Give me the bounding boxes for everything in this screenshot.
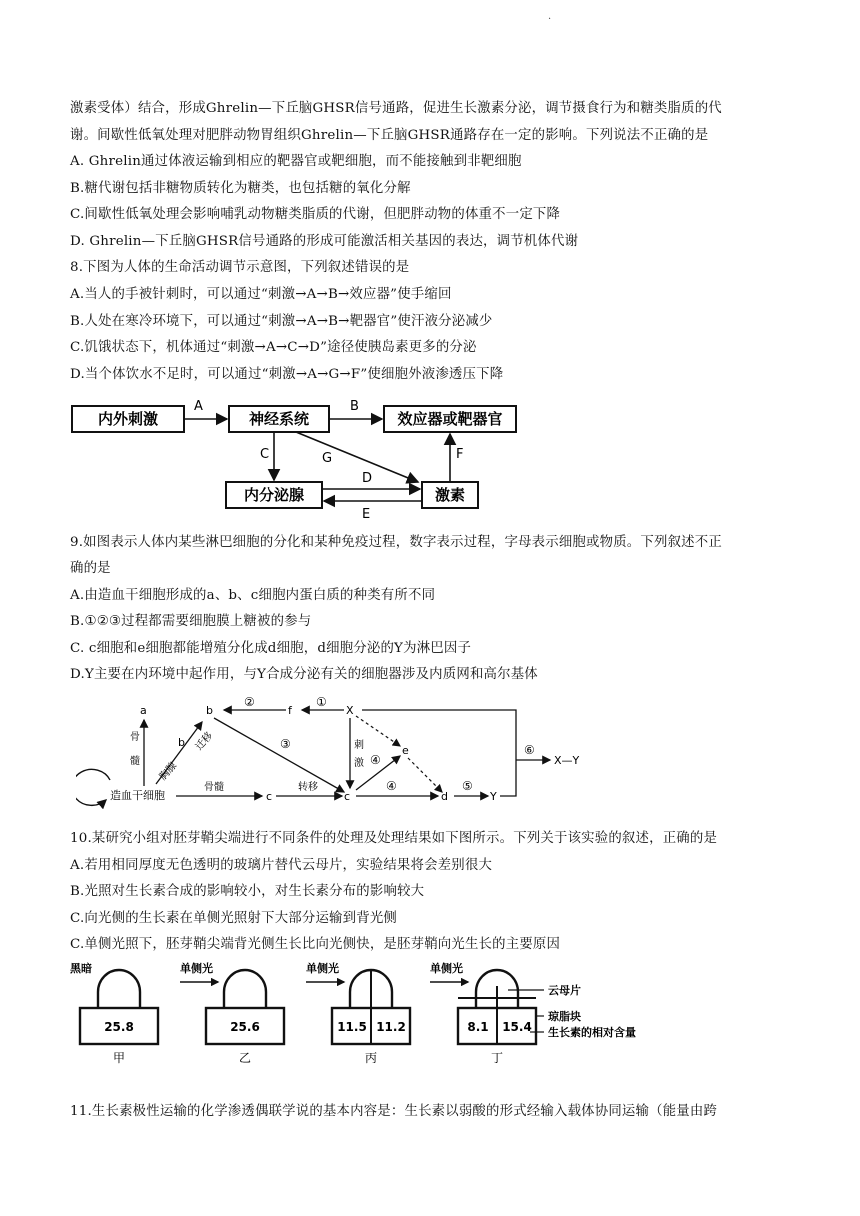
cell-y: Y <box>490 790 497 803</box>
coleoptile-yi <box>224 970 266 1008</box>
result-label: X—Y <box>554 754 580 767</box>
arrow-e-d <box>408 758 442 792</box>
option-c: C.间歇性低氧处理会影响哺乳动物糖类脂质的代谢，但肥胖动物的体重不一定下降 <box>70 207 561 222</box>
question-stem-cont: 确的是 <box>70 561 111 576</box>
content-label: 生长素的相对含量 <box>548 1026 636 1039</box>
arrow-g-label: G <box>322 451 333 466</box>
option-c2: C.单侧光照下，胚芽鞘尖端背光侧生长比向光侧快，是胚芽鞘向光生长的主要原因 <box>70 937 561 952</box>
value-bing-right: 11.2 <box>376 1020 406 1034</box>
light-label-3: 单侧光 <box>430 962 463 975</box>
label-ding: 丁 <box>490 1051 504 1065</box>
arrow-f-label: F <box>456 447 464 462</box>
cell-b: b <box>206 704 213 717</box>
box-effector-label: 效应器或靶器官 <box>397 410 503 428</box>
cell-c-left: c <box>266 790 273 803</box>
question-stem: 8.下图为人体的生命活动调节示意图，下列叙述错误的是 <box>70 260 410 275</box>
cell-d: d <box>441 790 448 803</box>
coleoptile-jia <box>98 970 140 1008</box>
arrow-b-label: B <box>350 399 359 414</box>
option-b: B.糖代谢包括非糖物质转化为糖类，也包括糖的氧化分解 <box>70 181 411 196</box>
value-yi: 25.6 <box>230 1020 260 1034</box>
label-3: ③ <box>280 737 291 751</box>
label-5: ⑤ <box>462 779 473 793</box>
option-c: C. c细胞和e细胞都能增殖分化成d细胞，d细胞分泌的Y为淋巴因子 <box>70 641 472 656</box>
option-a: A.若用相同厚度无色透明的玻璃片替代云母片，实验结果将会差别很大 <box>70 858 493 873</box>
value-jia: 25.8 <box>104 1020 134 1034</box>
option-d: D. Ghrelin—下丘脑GHSR信号通路的形成可能激活相关基因的表达，调节机体代谢 <box>70 234 579 249</box>
coleoptile-diagram <box>68 958 708 1068</box>
marrow-label-v2: 髓 <box>130 756 140 767</box>
regulation-diagram <box>66 390 536 520</box>
thymus-label: 胸腺 <box>157 760 180 783</box>
agar-label: 琼脂块 <box>548 1010 581 1023</box>
label-2: ② <box>244 695 255 709</box>
cell-b-small: b <box>178 736 185 749</box>
cell-c: c <box>344 790 351 803</box>
question-stem: 10.某研究小组对胚芽鞘尖端进行不同条件的处理及处理结果如下图所示。下列关于该实验的叙述，正确的是 <box>70 831 718 846</box>
cell-a: a <box>140 704 147 717</box>
arrow-c-label: C <box>260 447 270 462</box>
dark-label: 黑暗 <box>70 962 92 975</box>
option-d: D.当个体饮水不足时，可以通过“刺激→A→G→F”使细胞外液渗透压下降 <box>70 367 504 382</box>
stim-label-1: 刺 <box>354 740 364 751</box>
cell-f: f <box>288 704 292 717</box>
text-line: 激素受体）结合，形成Ghrelin—下丘脑GHSR信号通路，促进生长激素分泌，调节摄食行为和糖类脂质的代 <box>70 101 722 116</box>
light-label-1: 单侧光 <box>180 962 213 975</box>
option-d: D.Y主要在内环境中起作用，与Y合成分泌有关的细胞器涉及内质网和高尔基体 <box>70 667 538 682</box>
self-renew-arrow <box>76 769 110 805</box>
label-4a: ④ <box>370 753 381 767</box>
light-label-2: 单侧光 <box>306 962 339 975</box>
option-a: A.当人的手被针刺时，可以通过“刺激→A→B→效应器”使手缩回 <box>70 287 452 302</box>
label-6: ⑥ <box>524 743 535 757</box>
box-hormone-label: 激素 <box>434 486 466 504</box>
option-c: C.向光侧的生长素在单侧光照射下大部分运输到背光侧 <box>70 911 398 926</box>
label-jia: 甲 <box>112 1051 126 1065</box>
box-stimulus-label: 内外刺激 <box>97 410 159 428</box>
question-stem: 9.如图表示人体内某些淋巴细胞的分化和某种免疫过程，数字表示过程，字母表示细胞或物质。下列叙述不正 <box>70 535 722 550</box>
stem-cell-label: 造血干细胞 <box>110 789 165 802</box>
arrow-a-label: A <box>194 399 203 414</box>
arrow-g <box>296 432 418 482</box>
label-bing: 丙 <box>364 1051 378 1065</box>
immune-diagram <box>76 690 616 814</box>
value-ding-right: 15.4 <box>502 1020 532 1034</box>
label-yi: 乙 <box>238 1051 252 1065</box>
label-4b: ④ <box>386 779 397 793</box>
marrow-label-v1: 骨 <box>130 732 140 743</box>
option-a: A.由造血干细胞形成的a、b、c细胞内蛋白质的种类有所不同 <box>70 588 436 603</box>
stim-label-2: 激 <box>354 758 364 769</box>
box-nervous-label: 神经系统 <box>248 410 310 428</box>
option-b: B.光照对生长素合成的影响较小，对生长素分布的影响较大 <box>70 884 425 899</box>
text-line: 谢。间歇性低氧处理对肥胖动物胃组织Ghrelin—下丘脑GHSR通路存在一定的影响。下列说法不正确的是 <box>70 128 709 143</box>
label-1: ① <box>316 695 327 709</box>
option-b: B.人处在寒冷环境下，可以通过“刺激→A→B→靶器官”使汗液分泌减少 <box>70 314 493 329</box>
transfer-label: 转移 <box>298 782 318 793</box>
cell-e: e <box>402 744 409 757</box>
migrate-label: 迁移 <box>193 730 216 753</box>
arrow-d-label: D <box>362 471 373 486</box>
value-bing-left: 11.5 <box>337 1020 367 1034</box>
value-ding-left: 8.1 <box>467 1020 489 1034</box>
header-mark: · <box>548 14 552 25</box>
arrow-e-label: E <box>362 507 371 520</box>
marrow-label: 骨髓 <box>204 782 224 793</box>
option-c: C.饥饿状态下，机体通过“刺激→A→C→D”途径使胰岛素更多的分泌 <box>70 340 477 355</box>
mica-label: 云母片 <box>548 984 581 997</box>
cell-x: X <box>346 704 354 717</box>
option-b: B.①②③过程都需要细胞膜上糖被的参与 <box>70 614 312 629</box>
question-11-stem: 11.生长素极性运输的化学渗透偶联学说的基本内容是：生长素以弱酸的形式经输入载体协同运输（能量由跨 <box>70 1104 718 1119</box>
arrow-b-c <box>214 718 344 792</box>
box-gland-label: 内分泌腺 <box>243 486 305 504</box>
option-a: A. Ghrelin通过体液运输到相应的靶器官或靶细胞，而不能接触到非靶细胞 <box>70 154 522 169</box>
